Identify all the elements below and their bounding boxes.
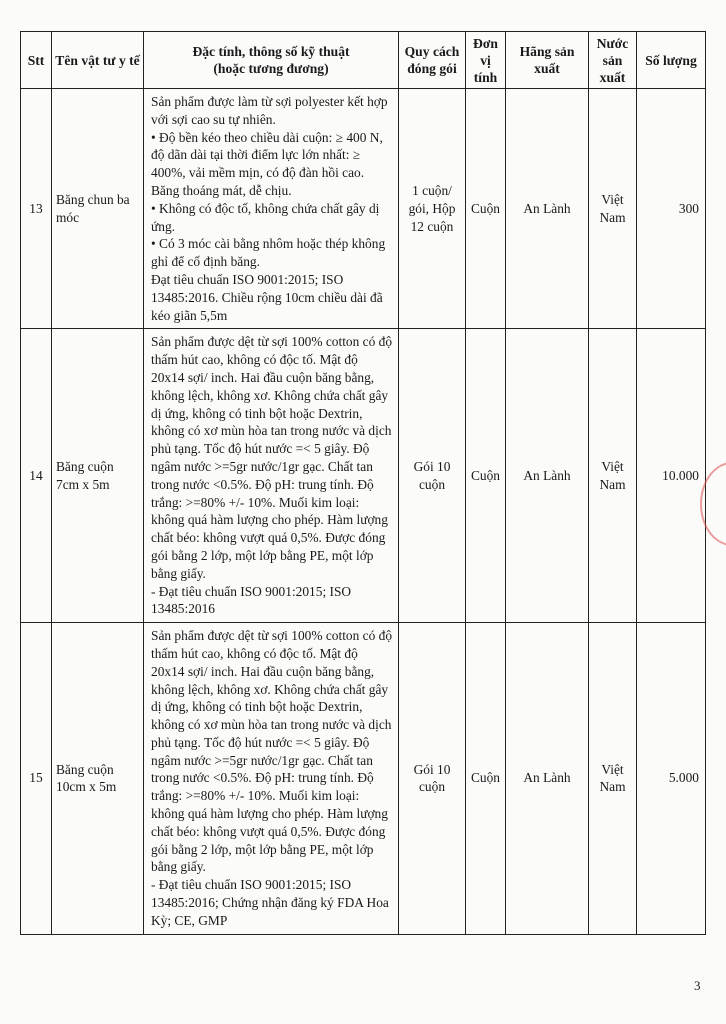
desc-line: - Đạt tiêu chuẩn ISO 9001:2015; ISO 13485:2016; Chứng nhận đăng ký FDA Hoa Kỳ; CE, GMP <box>151 877 389 928</box>
header-spec-line2: (hoặc tương đương) <box>213 61 329 76</box>
row-stt: 14 <box>21 329 52 623</box>
desc-line: - Đạt tiêu chuẩn ISO 9001:2015; ISO 13485:2016 <box>151 583 352 617</box>
header-unit: Đơn vị tính <box>466 32 506 89</box>
row-maker: An Lành <box>506 89 589 329</box>
row-stt: 15 <box>21 623 52 935</box>
row-name: Băng cuộn 7cm x 5m <box>52 329 144 623</box>
row-name: Băng cuộn 10cm x 5m <box>52 623 144 935</box>
row-description <box>144 329 399 623</box>
desc-line: • Có 3 móc cài bằng nhôm hoặc thép không ghỉ để cố định băng. <box>151 236 386 270</box>
desc-line: • Độ bền kéo theo chiều dài cuộn: ≥ 400 N, độ dãn dài tại thời điểm lực lớn nhất: ≥ 400%, vải mềm mịn, có độ đàn hồi cao. Băng thoáng mát, dễ chịu. <box>151 129 383 198</box>
row-stt: 13 <box>21 89 52 329</box>
row-packing: Gói 10 cuộn <box>399 329 466 623</box>
header-packing: Quy cách đóng gói <box>399 32 466 89</box>
row-description <box>144 623 399 935</box>
desc-line: Đạt tiêu chuẩn ISO 9001:2015; ISO 13485:2016. Chiều rộng 10cm chiều dài đã kéo giãn 5,5m <box>151 271 383 323</box>
table-row <box>21 329 706 623</box>
header-row <box>21 32 706 89</box>
row-maker: An Lành <box>506 623 589 935</box>
row-packing: 1 cuộn/ gói, Hộp 12 cuộn <box>399 89 466 329</box>
desc-line: • Không có độc tố, không chứa chất gây dị ứng. <box>151 200 380 234</box>
table-row <box>21 89 706 329</box>
header-spec-line1: Đặc tính, thông số kỹ thuật <box>192 44 350 59</box>
row-qty: 10.000 <box>637 329 706 623</box>
table-row <box>21 623 706 935</box>
row-qty: 300 <box>637 89 706 329</box>
header-name: Tên vật tư y tế <box>52 32 144 89</box>
row-unit: Cuộn <box>466 329 506 623</box>
header-qty: Số lượng <box>637 32 706 89</box>
desc-line: Sản phẩm được dệt từ sợi 100% cotton có độ thấm hút cao, không có độc tố. Mật độ 20x14 sợi/ inch. Hai đầu cuộn băng bằng, không lệch, không xơ. Không chứa chất gây dị ứng, không có tinh bột hoặc Dextrin, không có xơ mùn hòa tan trong nước và dịch phủ tạng. Tốc độ hút nước =< 5 giây. Độ ngâm nước >=5gr nước/1gr gạc. Chất tan trong nước <0.5%. Độ pH: trung tính. Độ trắng: >=80% +/- 10%. Muối kim loại: không quá hàm lượng cho phép. Hàm lượng chất béo: không vượt quá 0,5%. Được đóng gói bằng 2 lớp, một lớp bằng PE, một lớp bằng giấy. <box>151 334 393 581</box>
row-name: Băng chun ba móc <box>52 89 144 329</box>
supply-spec-table <box>20 31 706 935</box>
row-packing: Gói 10 cuộn <box>399 623 466 935</box>
row-country: Việt Nam <box>589 89 637 329</box>
row-country: Việt Nam <box>589 623 637 935</box>
header-stt: Stt <box>21 32 52 89</box>
header-maker: Hãng sản xuất <box>506 32 589 89</box>
row-unit: Cuộn <box>466 89 506 329</box>
desc-line: Sản phẩm được làm từ sợi polyester kết hợp với sợi cao su tự nhiên. <box>151 94 388 127</box>
row-maker: An Lành <box>506 329 589 623</box>
row-country: Việt Nam <box>589 329 637 623</box>
page-number: 3 <box>694 978 701 993</box>
row-unit: Cuộn <box>466 623 506 935</box>
header-spec <box>144 32 399 89</box>
header-country: Nước sản xuất <box>589 32 637 89</box>
row-qty: 5.000 <box>637 623 706 935</box>
row-description <box>144 89 399 329</box>
desc-line: Sản phẩm được dệt từ sợi 100% cotton có độ thấm hút cao, không có độc tố. Mật độ 20x14 sợi/ inch. Hai đầu cuộn băng bằng, không lệch, không xơ. Không chứa chất gây dị ứng, không có tinh bột hoặc Dextrin, không có xơ mùn hòa tan trong nước và dịch phủ tạng. Tốc độ hút nước =< 5 giây. Độ ngâm nước >=5gr nước/1gr gạc. Chất tan trong nước <0.5%. Độ pH: trung tính. Độ trắng: >=80% +/- 10%. Muối kim loại: không quá hàm lượng cho phép. Hàm lượng chất béo: không vượt quá 0,5%. Được đóng gói bằng 2 lớp, một lớp bằng PE, một lớp bằng giấy. <box>151 628 393 875</box>
